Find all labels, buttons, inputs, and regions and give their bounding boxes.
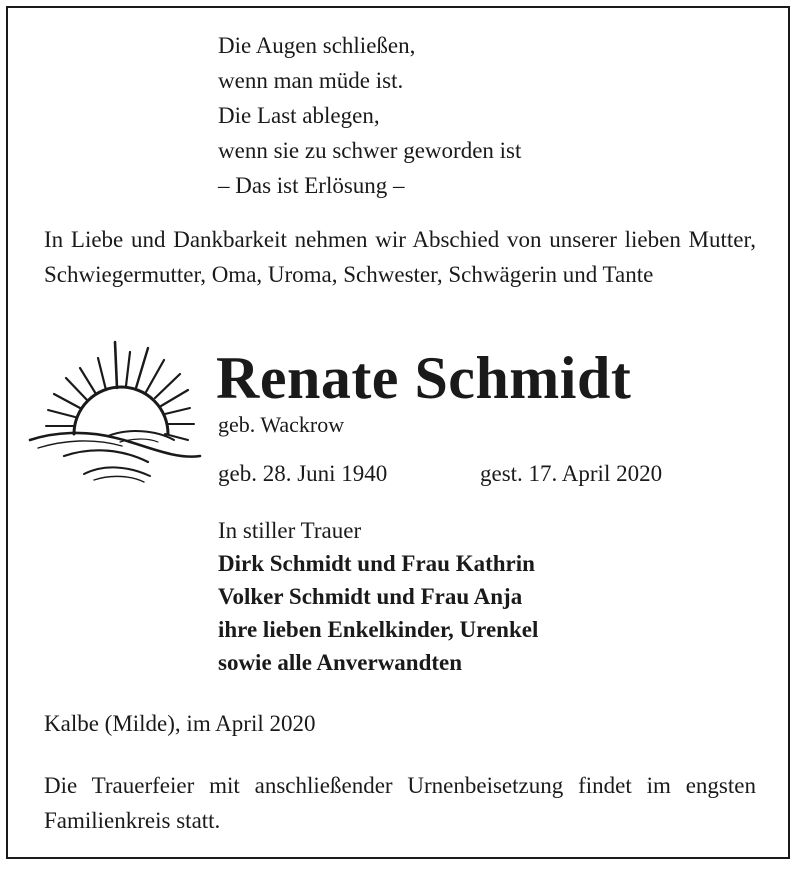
life-dates [218,456,663,491]
birth-date: geb. 28. Juni 1940 [218,461,388,486]
mourning-heading: In stiller Trauer [218,518,362,543]
poem [218,28,521,203]
poem-line: – Das ist Erlösung – [218,173,405,198]
poem-line: wenn man müde ist. [218,68,404,93]
poem-line: Die Last ablegen, [218,103,380,128]
death-date: gest. 17. April 2020 [480,461,663,486]
mourner-name: Dirk Schmidt und Frau Kathrin [218,551,535,576]
maiden-name: geb. Wackrow [218,412,345,437]
funeral-notice: Die Trauerfeier mit anschließender Urnenbeisetzung findet im engsten Familienkreis statt. [44,773,756,833]
mourners-block [218,514,538,679]
place-and-date: Kalbe (Milde), im April 2020 [44,711,316,736]
mourner-name: sowie alle Anverwandten [218,650,463,675]
poem-line: Die Augen schließen, [218,33,416,58]
deceased-name: Renate Schmidt [216,345,632,411]
mourner-name: Volker Schmidt und Frau Anja [218,584,523,609]
mourner-name: ihre lieben Enkelkinder, Urenkel [218,617,539,642]
farewell-intro: In Liebe und Dankbarkeit nehmen wir Abschied von unserer lieben Mutter, Schwiegermutter, Oma, Uroma, Schwester, Schwägerin und Tante [44,227,756,287]
sunset-over-hills-icon [24,338,208,488]
poem-line: wenn sie zu schwer geworden ist [218,138,522,163]
